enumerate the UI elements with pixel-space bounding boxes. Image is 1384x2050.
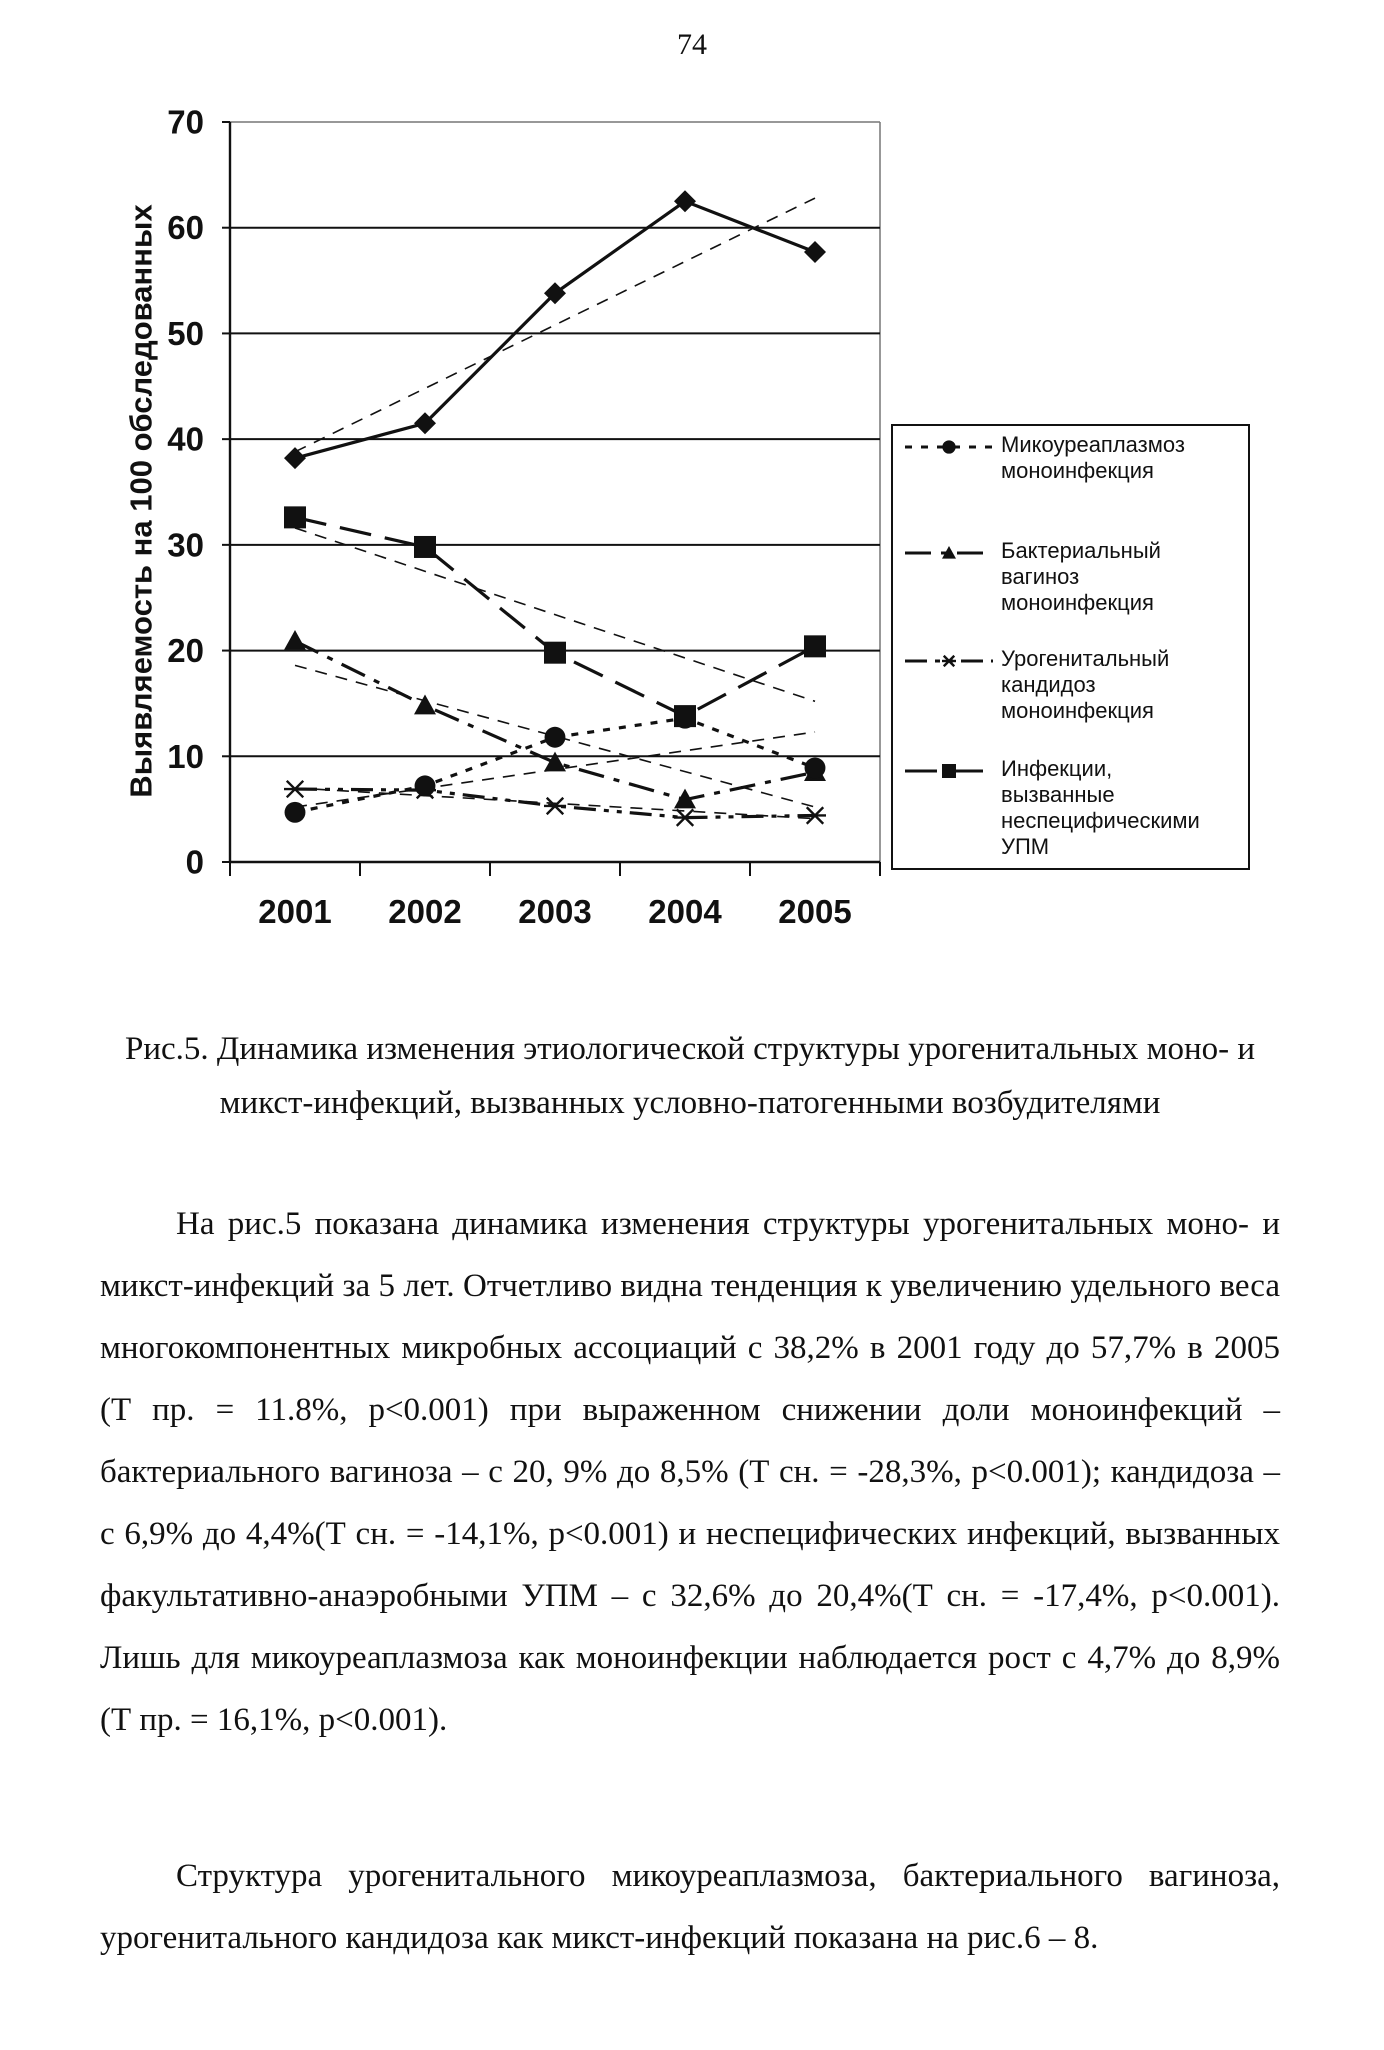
legend-label-line: моноинфекция [1001,698,1154,723]
trend-line-1 [295,528,815,701]
data-point-2-2 [544,752,566,772]
legend-label [1001,756,1247,860]
legend-label-line: вызванные [1001,782,1115,807]
legend-label-line: моноинфекция [1001,590,1154,615]
y-tick-label: 70 [167,103,204,141]
data-point-3-3 [674,809,696,826]
x-tick-label: 2001 [258,893,332,930]
legend-marker [942,656,956,667]
data-point-1-2 [544,642,566,664]
legend-label-line: УПМ [1001,834,1050,859]
figure-caption: Рис.5. Динамика изменения этиологической структуры урогенитальных моно- и микст-инфекций, вызванных условно-патогенными возбудителями [124,1031,1256,1121]
data-point-0-3 [674,190,696,212]
x-tick-label: 2003 [518,893,592,930]
series-line-1 [295,517,815,716]
data-point-0-0 [284,447,306,469]
body-paragraph-1: На рис.5 показана динамика изменения структуры урогенитальных моно- и микст-инфекций за 5 лет. Отчетливо видна тенденция к увеличению удельного веса многокомпонентных микробных ассоциаций с 38,2% в 2001 году до 57,7% в 2005 (Т пр. = 11.8%, p<0.001) при выраженном снижении доли моноинфекций – бактериального вагиноза – с 20, 9% до 8,5% (Т сн. = -28,3%, p<0.001); кандидоза – с 6,9% до 4,4%(Т сн. = -14,1%, p<0.001) и неспецифических инфекций, вызванных факультативно-анаэробными УПМ – с 32,6% до 20,4%(Т сн. = -17,4%, p<0.001). Лишь для микоуреаплазмоза как моноинфекции наблюдается рост с 4,7% до 8,9%(Т пр. = 16,1%, p<0.001). [100,1206,1280,1738]
data-point-1-1 [414,536,436,558]
legend-swatch [901,436,1001,458]
trend-line-0 [295,198,815,452]
page-number: 74 [677,28,707,61]
y-axis-label: Выявляемость на 100 обследованных [123,204,159,798]
x-tick-label: 2004 [648,893,722,930]
data-point-4-3 [675,708,696,729]
y-tick-label: 20 [167,632,204,670]
chart-legend [891,424,1250,870]
y-tick-label: 0 [185,843,204,881]
body-paragraph-2: Структура урогенитального микоуреаплазмоза, бактериального вагиноза, урогенитального кандидоза как микст-инфекций показана на рис.6 – 8. [100,1858,1280,1956]
grid-lines [230,122,880,862]
legend-swatch [901,542,1001,564]
data-point-2-0 [284,630,306,650]
data-point-3-2 [544,798,566,815]
legend-label [1001,538,1247,616]
legend-label-line: Инфекции, [1001,756,1113,781]
data-point-0-4 [804,241,826,263]
legend-swatch [901,760,1001,782]
legend-label-line: Микоуреаплазмоз [1001,432,1185,457]
y-tick-label: 40 [167,420,204,458]
data-point-1-0 [284,506,306,528]
legend-label-line: неспецифическими [1001,808,1200,833]
data-point-4-0 [285,802,306,823]
legend-label-line: вагиноз [1001,564,1080,589]
legend-swatch [901,650,1001,672]
x-tick-label: 2005 [778,893,852,930]
legend-label-line: Урогенитальный [1001,646,1170,671]
data-point-4-1 [415,775,436,796]
y-axis-label-container [118,146,164,856]
legend-marker [942,440,955,453]
legend-label-line: моноинфекция [1001,458,1154,483]
data-point-3-0 [284,781,306,798]
y-tick-label: 50 [167,314,204,352]
legend-marker [942,764,956,778]
data-point-3-4 [804,807,826,824]
series-line-2 [295,641,815,800]
y-tick-label: 10 [167,737,204,775]
legend-label [1001,646,1247,724]
data-point-2-1 [414,695,436,715]
y-tick-label: 30 [167,526,204,564]
data-point-4-2 [545,727,566,748]
data-point-1-4 [804,635,826,657]
data-point-4-4 [805,757,826,778]
legend-label-line: кандидоз [1001,672,1096,697]
trend-line-3 [295,788,815,819]
legend-label [1001,432,1247,484]
series-line-0 [295,201,815,458]
y-tick-label: 60 [167,209,204,247]
x-tick-label: 2002 [388,893,462,930]
legend-label-line: Бактериальный [1001,538,1161,563]
series-markers [284,190,826,826]
